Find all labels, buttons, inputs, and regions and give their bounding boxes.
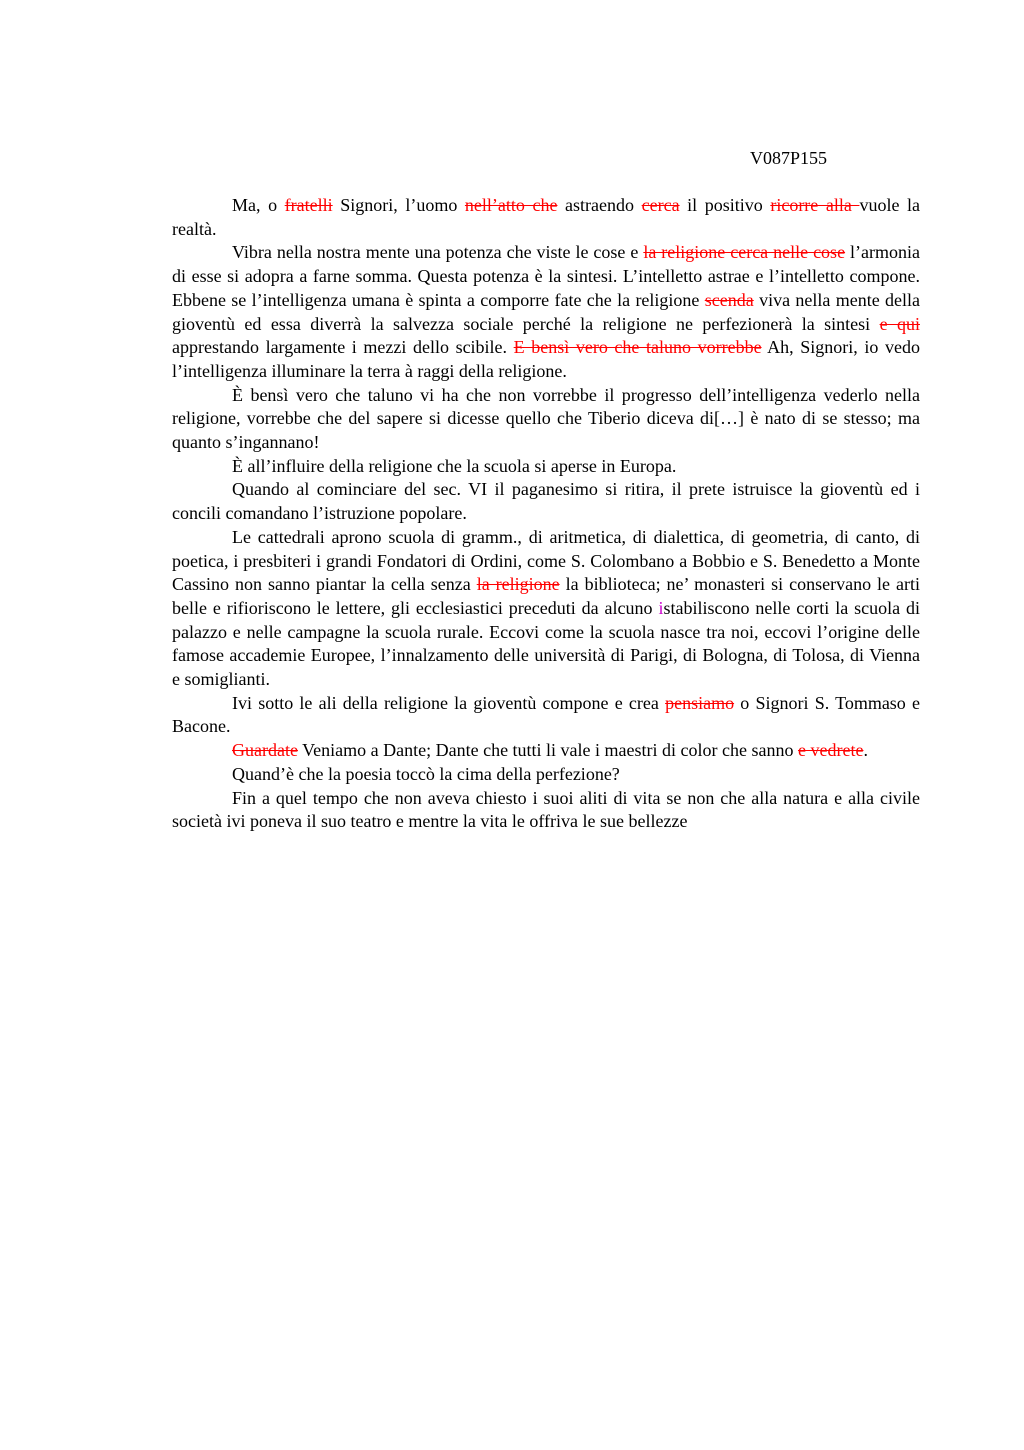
deleted-text: Guardate: [232, 740, 298, 761]
paragraph: [172, 455, 920, 479]
text-segment: Veniamo a Dante; Dante che tutti li vale i maestri di color che sanno: [297, 740, 798, 761]
deleted-text: nell’atto che: [464, 195, 558, 215]
paragraph: [172, 526, 920, 692]
paragraph: [172, 787, 920, 834]
deleted-text: e qui: [879, 313, 920, 334]
text-segment: stabiliscono nelle corti la scuola di palazzo e nelle campagne la scuola rurale. Eccovi come la scuola nasce tra noi, eccovi l’origine delle famose accademie Europee, l’innalzamento delle università di Parigi, di Bologna, di Tolosa, di Vienna e somiglianti.: [172, 597, 921, 690]
text-segment: Ivi sotto le ali della religione la gioventù compone e crea: [232, 692, 666, 713]
text-segment: Ah, Signori, io vedo l’intelligenza illuminare la terra à raggi della religione.: [172, 337, 920, 381]
deleted-text: la religione: [476, 574, 560, 595]
deleted-text: fratelli: [284, 195, 333, 215]
text-segment: viva nella mente della gioventù ed essa diverrà la salvezza sociale perché la religione ne perfezionerà la sintesi: [172, 289, 920, 334]
paragraph: [172, 739, 920, 763]
marked-text: i: [658, 597, 664, 618]
paragraph: [172, 763, 920, 787]
text-segment: .: [863, 740, 868, 761]
deleted-text: la religione cerca nelle cose: [643, 242, 846, 263]
manuscript-body: [172, 194, 920, 834]
deleted-text: E bensì vero che taluno vorrebbe: [513, 337, 762, 358]
paragraph: [172, 241, 920, 383]
page-identifier: V087P155: [750, 148, 828, 168]
paragraph: [172, 478, 920, 525]
text-segment: il positivo: [679, 195, 771, 215]
text-segment: Le cattedrali aprono scuola di gramm., di aritmetica, di dialettica, di geometria, di canto, di poetica, i presbiteri i grandi Fondatori di Ordini, come S. Colombano a Bobbio e S. Benedetto a Monte Cassino non sanno piantar la cella senza: [172, 526, 920, 595]
text-segment: È bensì vero che taluno vi ha che non vorrebbe il progresso dell’intelligenza vederlo nella religione, vorrebbe che del sapere si dicesse quello che Tiberio diceva di[…] è nato di se stesso; ma quanto s’ingannano!: [172, 384, 920, 453]
deleted-text: pensiamo: [665, 692, 735, 713]
text-segment: Vibra nella nostra mente una potenza che viste le cose e: [232, 242, 644, 263]
text-segment: Ma, o: [232, 195, 285, 215]
deleted-text: ricorre alla: [770, 195, 860, 215]
text-segment: È all’influire della religione che la scuola si aperse in Europa.: [232, 455, 677, 476]
deleted-text: scenda: [704, 289, 754, 310]
deleted-text: e vedrete: [797, 740, 864, 761]
text-segment: vuole la realtà.: [172, 195, 921, 239]
text-segment: Quand’è che la poesia toccò la cima della perfezione?: [232, 763, 620, 784]
paragraph: [172, 194, 920, 241]
text-segment: la biblioteca; ne’ monasteri si conservano le arti belle e rifioriscono le lettere, gli ecclesiastici preceduti da alcuno: [172, 574, 920, 618]
text-segment: o Signori S. Tommaso e Bacone.: [172, 692, 920, 737]
text-segment: Quando al cominciare del sec. VI il paganesimo si ritira, il prete istruisce la gioventù ed i concili comandano l’istruzione popolare.: [172, 479, 920, 524]
text-segment: Fin a quel tempo che non aveva chiesto i suoi aliti di vita se non che alla natura e alla civile società ivi poneva il suo teatro e mentre la vita le offriva le sue bellezze: [172, 787, 920, 832]
paragraph: [172, 384, 920, 455]
text-segment: apprestando largamente i mezzi dello scibile.: [172, 337, 514, 358]
paragraph: [172, 692, 920, 739]
deleted-text: cerca: [641, 195, 680, 215]
text-segment: astraendo: [557, 195, 642, 215]
text-segment: l’armonia di esse si adopra a farne somma. Questa potenza è la sintesi. L’intelletto astrae e l’intelletto compone. Ebbene se l’intelligenza umana è spinta a comporre fate che la religione: [172, 242, 920, 310]
text-segment: Signori, l’uomo: [332, 195, 465, 215]
